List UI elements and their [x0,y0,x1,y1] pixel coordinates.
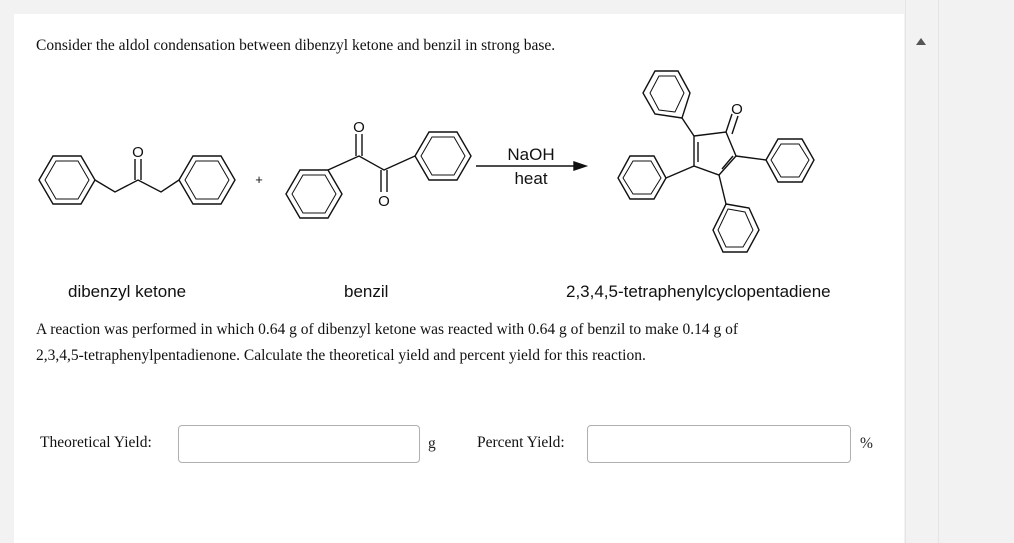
theoretical-yield-label: Theoretical Yield: [40,434,152,451]
theoretical-yield-input[interactable] [178,425,420,463]
ketone-oxygen-label: O [132,144,144,161]
dibenzyl-ketone-structure [39,156,235,204]
reaction-scheme [14,14,904,314]
benzil-oxygen-top-label: O [353,119,365,136]
condition-heat: heat [514,169,548,188]
question-card [14,14,904,543]
scroll-up-arrow-icon[interactable] [916,38,926,45]
problem-line-1: A reaction was performed in which 0.64 g of dibenzyl ketone was reacted with 0.64 g of benzil to make 0.14 g of [36,321,739,338]
benzil-oxygen-bottom-label: O [378,193,390,210]
label-dibenzyl-ketone: dibenzyl ketone [68,282,187,301]
problem-line-2: 2,3,4,5-tetraphenylpentadienone. Calculate the theoretical yield and percent yield for this reaction. [36,347,646,364]
vertical-scrollbar[interactable] [905,0,939,543]
percent-yield-label: Percent Yield: [477,434,565,451]
percent-yield-unit: % [860,435,873,452]
reagent-naoh: NaOH [507,145,555,164]
product-structure [618,71,814,252]
label-product: 2,3,4,5-tetraphenylcyclopentadiene [566,282,831,301]
label-benzil: benzil [344,282,389,301]
percent-yield-input[interactable] [587,425,851,463]
plus-sign: + [255,172,263,187]
question-text: Consider the aldol condensation between dibenzyl ketone and benzil in strong base. [36,37,556,54]
problem-paragraph [36,317,876,369]
product-oxygen-label: O [731,101,743,118]
theoretical-yield-unit: g [428,435,436,452]
